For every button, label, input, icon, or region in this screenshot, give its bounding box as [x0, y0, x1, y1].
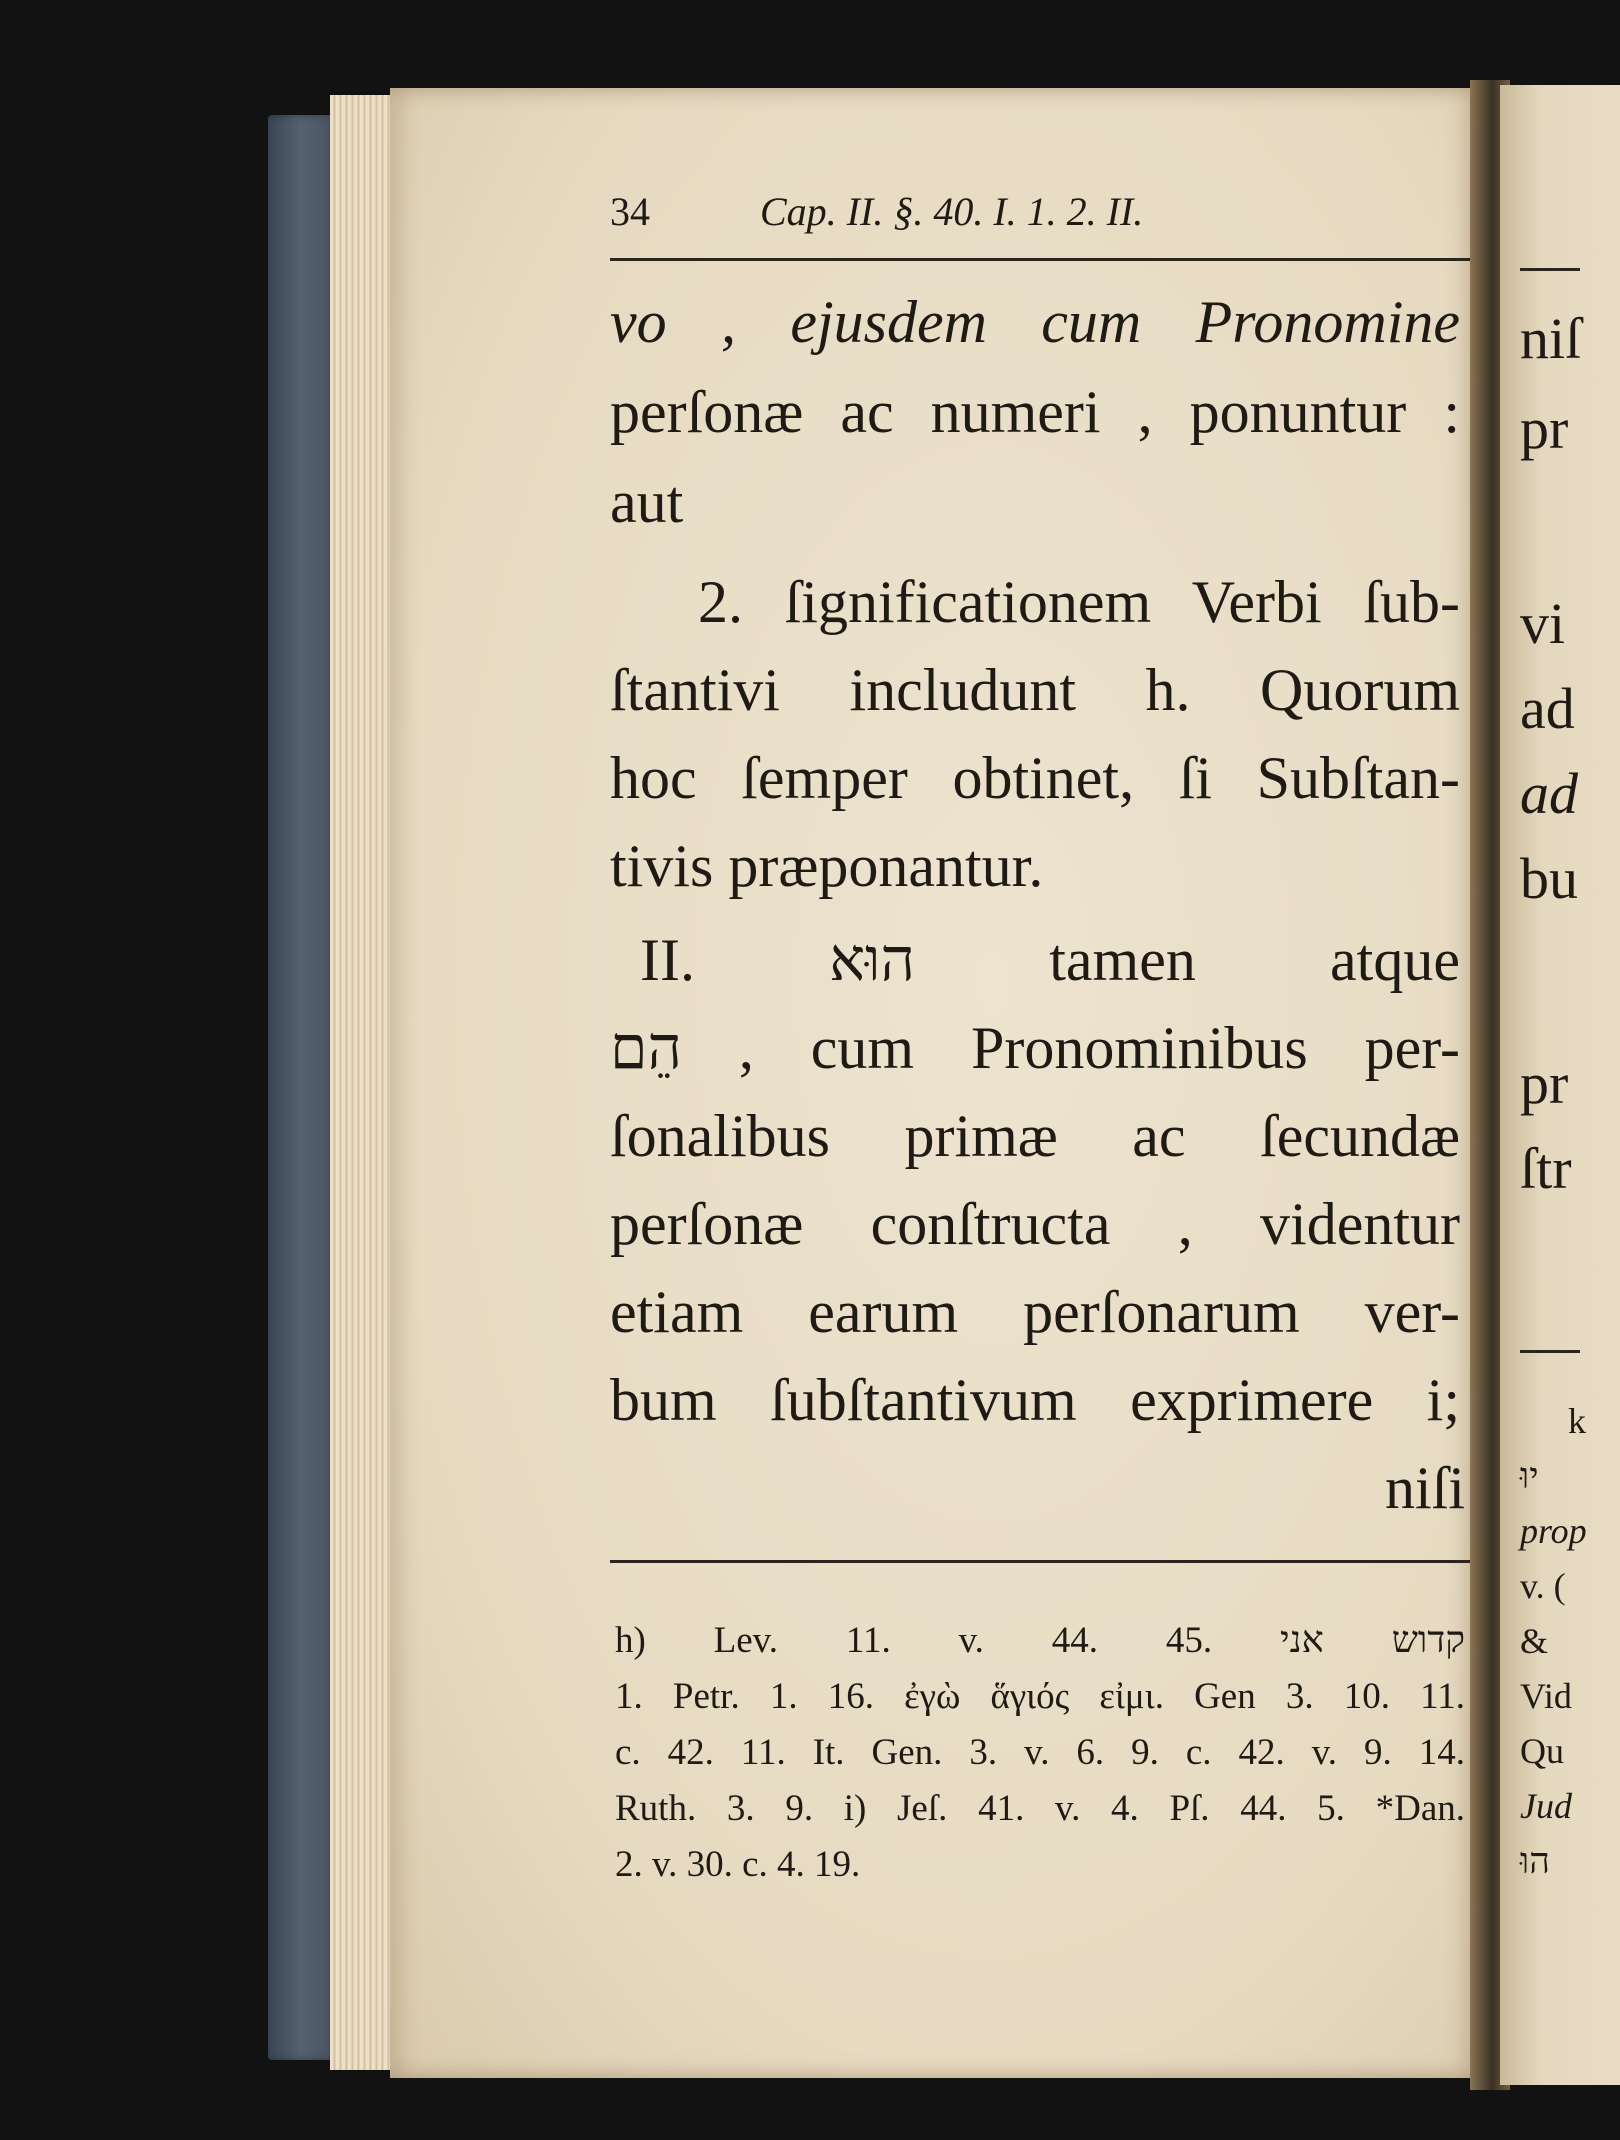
facing-footnote-line: Qu [1520, 1731, 1564, 1771]
facing-header-rule [1520, 268, 1580, 271]
facing-footnote-line: Vid [1520, 1676, 1572, 1716]
facing-line: pr [1520, 396, 1569, 461]
text-line: hoc ſemper obtinet, ſi Subſtan- [610, 745, 1460, 811]
text-line: הֵם , cum Pronominibus per- [610, 1015, 1460, 1081]
facing-line: bu [1520, 846, 1578, 911]
footnote-line: 2. v. 30. c. 4. 19. [615, 1844, 861, 1885]
footnote-line: 1. Petr. 1. 16. ἐγὼ ἅγιός εἰμι. Gen 3. 10. 11. [615, 1676, 1465, 1717]
footnote-line: Ruth. 3. 9. i) Jeſ. 41. v. 4. Pſ. 44. 5. *Dan. [615, 1788, 1465, 1829]
facing-line: ſtr [1520, 1136, 1572, 1201]
facing-footnote-line: & [1520, 1621, 1549, 1661]
footnote-line: h) Lev. 11. v. 44. 45. קדוש אני [615, 1620, 1465, 1661]
facing-line: ad [1520, 676, 1575, 741]
facing-line: pr [1520, 1051, 1569, 1116]
page-number: 34 [610, 189, 650, 234]
text-line: perſonæ conſtructa , videntur [610, 1191, 1460, 1257]
text-line: bum ſubſtantivum exprimere i; [610, 1367, 1460, 1433]
text-line: perſonæ ac numeri , ponuntur : [610, 379, 1460, 445]
facing-footnote-line: v. ( [1520, 1566, 1566, 1606]
text-line: ſonalibus primæ ac ſecundæ [610, 1103, 1460, 1169]
catchword: niſi [1385, 1455, 1466, 1521]
facing-line: ad [1520, 761, 1578, 826]
facing-footnote-line: k [1568, 1401, 1586, 1441]
footnotes-block [615, 0, 1475, 2140]
text-line: 2. ſignificationem Verbi ſub- [698, 569, 1460, 635]
facing-line: niſ [1520, 306, 1582, 371]
text-line: ſtantivi includunt h. Quorum [610, 657, 1460, 723]
facing-footnote-line: Jud [1520, 1786, 1572, 1826]
facing-footnote-line: prop [1520, 1511, 1587, 1551]
text-line: vo , ejusdem cum Pronomine [610, 289, 1460, 355]
facing-line: vi [1520, 591, 1566, 656]
text-line: tivis præponantur. [610, 833, 1044, 899]
facing-page-text [1520, 0, 1587, 2140]
facing-footnote-rule [1520, 1350, 1580, 1353]
text-line: etiam earum perſonarum ver- [610, 1279, 1460, 1345]
text-line: II. הוּא tamen atque [640, 927, 1460, 993]
text-line: aut [610, 469, 684, 535]
facing-footnote-line: הוּ [1520, 1841, 1550, 1881]
facing-footnote-line: יוּ [1520, 1456, 1539, 1496]
running-head: Cap. II. §. 40. I. 1. 2. II. [760, 189, 1144, 234]
footnote-line: c. 42. 11. It. Gen. 3. v. 6. 9. c. 42. v. 9. 14. [615, 1732, 1465, 1773]
